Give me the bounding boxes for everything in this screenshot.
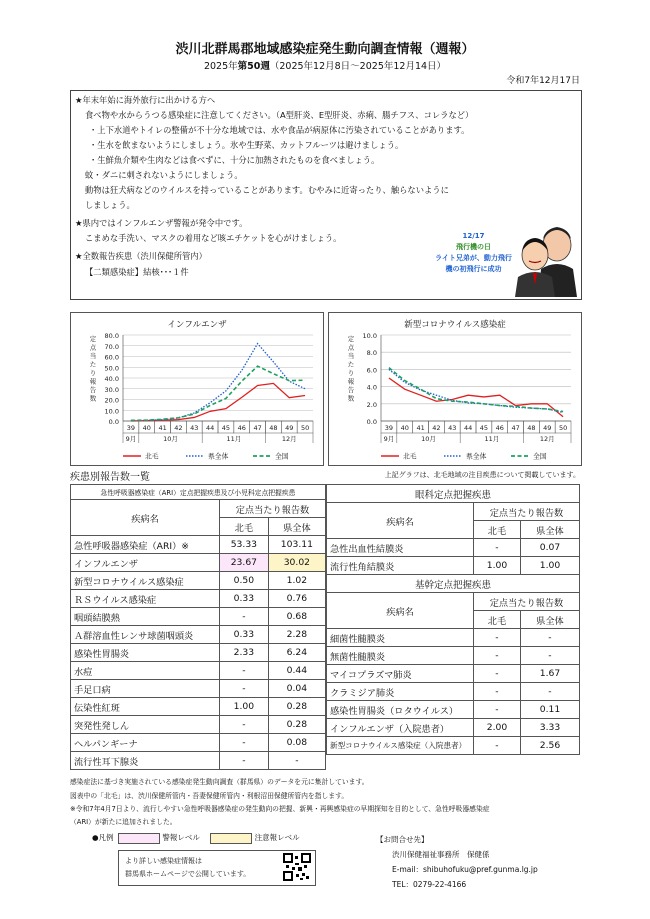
kitamo-value: 23.67 bbox=[220, 554, 269, 572]
table-row bbox=[71, 662, 326, 680]
qr-code-icon[interactable] bbox=[283, 853, 311, 881]
y-axis-label: 報 bbox=[89, 377, 97, 386]
series-line bbox=[389, 368, 563, 412]
kitamo-value: - bbox=[474, 701, 521, 719]
y-axis-label: 数 bbox=[347, 394, 355, 403]
more-info-line: より詳しい感染症情報は bbox=[125, 857, 202, 865]
eye-table bbox=[326, 484, 580, 755]
kitamo-header: 北毛 bbox=[220, 518, 269, 536]
legend-label: 県全体 bbox=[208, 452, 229, 461]
ken-value: 2.28 bbox=[268, 626, 325, 644]
contact-title: 【お問合せ先】 bbox=[376, 835, 429, 844]
y-tick-label: 80.0 bbox=[104, 332, 119, 340]
footer-line: 図表中の「北毛」は、渋川保健所管内・吾妻保健所管内・利根沼田保健所管内を指します。 bbox=[70, 792, 349, 800]
kitamo-header: 北毛 bbox=[474, 521, 521, 539]
table-row bbox=[71, 572, 326, 590]
disease-name: 無菌性髄膜炎 bbox=[327, 647, 474, 665]
notice-line: こまめな手洗い、マスクの着用など咳エチケットを心がけましょう。 bbox=[85, 233, 342, 243]
notice-line: ★年末年始に海外旅行に出かける方へ bbox=[75, 95, 216, 105]
disease-name: 伝染性紅斑 bbox=[71, 698, 220, 716]
x-tick-label: 40 bbox=[400, 424, 409, 432]
legend-label: 北毛 bbox=[145, 452, 159, 461]
ken-value: 0.07 bbox=[520, 539, 579, 557]
table-row bbox=[71, 644, 326, 662]
table-row bbox=[327, 629, 580, 647]
x-tick-label: 50 bbox=[558, 424, 568, 432]
table-section-title: 疾患別報告数一覧 bbox=[70, 472, 150, 483]
disease-name: 手足口病 bbox=[71, 680, 220, 698]
kitamo-value: 53.33 bbox=[220, 536, 269, 554]
ken-value: - bbox=[520, 683, 579, 701]
more-info-box bbox=[118, 850, 316, 886]
y-axis-label: 定 bbox=[89, 335, 97, 343]
month-label: 11月 bbox=[226, 435, 242, 443]
ken-header: 県全体 bbox=[520, 611, 579, 629]
kitamo-value: - bbox=[474, 539, 521, 557]
day-desc: ライト兄弟が、動力飛行 bbox=[435, 254, 512, 262]
x-tick-label: 41 bbox=[416, 424, 425, 432]
y-axis-label: 点 bbox=[89, 343, 97, 352]
ken-value: 0.28 bbox=[268, 716, 325, 734]
y-axis-label: り bbox=[89, 369, 97, 377]
ken-value: 2.56 bbox=[520, 737, 579, 755]
contact-email: E-mail：shibuhofuku@pref.gunma.lg.jp bbox=[392, 865, 538, 874]
legend-label: 県全体 bbox=[466, 452, 487, 461]
x-tick-label: 48 bbox=[269, 424, 278, 432]
ken-value: 3.33 bbox=[520, 719, 579, 737]
table-row bbox=[71, 752, 326, 770]
table-caption: 眼科定点把握疾患 bbox=[327, 485, 580, 503]
y-axis-label: 報 bbox=[347, 377, 355, 386]
x-tick-label: 43 bbox=[190, 424, 199, 432]
table-row bbox=[71, 680, 326, 698]
x-tick-label: 44 bbox=[463, 424, 473, 432]
y-tick-label: 60.0 bbox=[104, 353, 119, 362]
x-tick-label: 40 bbox=[142, 424, 151, 432]
notice-line: 【二類感染症】結核･･･１件 bbox=[85, 267, 189, 277]
y-axis-label: 告 bbox=[347, 386, 355, 394]
week-prefix: 2025年 bbox=[203, 61, 238, 72]
notice-line: 食べ物や水からうつる感染症に注意してください。（A型肝炎、E型肝炎、赤痢、腸チフス、コレラなど） bbox=[85, 110, 474, 120]
brothers-illustration-icon bbox=[511, 211, 579, 297]
ken-value: 30.02 bbox=[268, 554, 325, 572]
table-row bbox=[71, 590, 326, 608]
y-axis-label: り bbox=[347, 369, 355, 377]
disease-name: 急性出血性結膜炎 bbox=[327, 539, 474, 557]
disease-name: 水痘 bbox=[71, 662, 220, 680]
x-tick-label: 44 bbox=[205, 424, 215, 432]
disease-header: 疾病名 bbox=[327, 503, 474, 539]
disease-name: 咽頭結膜熱 bbox=[71, 608, 220, 626]
y-axis-label: 当 bbox=[347, 352, 355, 360]
x-tick-label: 42 bbox=[174, 424, 183, 432]
disease-name: マイコプラズマ肺炎 bbox=[327, 665, 474, 683]
table-row bbox=[327, 701, 580, 719]
y-tick-label: 0.0 bbox=[366, 418, 377, 426]
kitamo-value: - bbox=[220, 716, 269, 734]
chart-title: 新型コロナウイルス感染症 bbox=[404, 320, 506, 330]
day-name: 飛行機の日 bbox=[456, 243, 491, 251]
disease-header: 疾病名 bbox=[71, 500, 220, 536]
x-tick-label: 49 bbox=[285, 424, 294, 432]
month-label: 9月 bbox=[125, 435, 137, 443]
disease-name: クラミジア肺炎 bbox=[327, 683, 474, 701]
kitamo-value: - bbox=[220, 662, 269, 680]
month-label: 11月 bbox=[484, 435, 500, 443]
table-row bbox=[71, 536, 326, 554]
warn-swatch bbox=[118, 833, 160, 844]
ken-value: - bbox=[520, 647, 579, 665]
table-row bbox=[71, 698, 326, 716]
x-tick-label: 43 bbox=[448, 424, 457, 432]
y-tick-label: 4.0 bbox=[366, 383, 377, 392]
table-row bbox=[71, 716, 326, 734]
y-tick-label: 10.0 bbox=[362, 332, 377, 340]
legend-label: ●凡例 bbox=[92, 833, 114, 842]
per-header: 定点当たり報告数 bbox=[474, 593, 580, 611]
month-label: 10月 bbox=[163, 435, 178, 443]
disease-name: ヘルパンギーナ bbox=[71, 734, 220, 752]
x-tick-label: 46 bbox=[237, 424, 246, 432]
x-tick-label: 50 bbox=[300, 424, 310, 432]
y-axis-label: 数 bbox=[89, 394, 97, 403]
disease-name: ＲＳウイルス感染症 bbox=[71, 590, 220, 608]
disease-header: 疾病名 bbox=[327, 593, 474, 629]
notice-line: 動物は狂犬病などのウイルスを持っていることがあります。むやみに近寄ったり、触らないように bbox=[85, 185, 449, 195]
kitamo-value: - bbox=[220, 680, 269, 698]
y-tick-label: 6.0 bbox=[366, 366, 377, 375]
table-row bbox=[71, 608, 326, 626]
color-legend bbox=[92, 832, 300, 844]
table-row bbox=[327, 719, 580, 737]
ken-value: 0.04 bbox=[268, 680, 325, 698]
x-tick-label: 41 bbox=[158, 424, 167, 432]
day-date: 12/17 bbox=[462, 232, 485, 240]
y-tick-label: 50.0 bbox=[104, 364, 119, 373]
y-axis-label: 点 bbox=[347, 343, 355, 352]
x-tick-label: 42 bbox=[432, 424, 441, 432]
day-panel bbox=[426, 231, 521, 275]
notice-box bbox=[70, 90, 582, 300]
disease-name: インフルエンザ（入院患者） bbox=[327, 719, 474, 737]
covid-chart bbox=[328, 312, 582, 466]
contact-info bbox=[376, 832, 538, 892]
kitamo-value: - bbox=[220, 752, 269, 770]
chart-title: インフルエンザ bbox=[167, 320, 227, 330]
kitamo-value: 0.33 bbox=[220, 626, 269, 644]
ken-header: 県全体 bbox=[520, 521, 579, 539]
notice-line: ・上下水道やトイレの整備が不十分な地域では、水や食品が病原体に汚染されていることがあります。 bbox=[89, 125, 470, 135]
covid-chart-svg bbox=[329, 313, 581, 465]
kitamo-value: - bbox=[474, 683, 521, 701]
report-week bbox=[0, 58, 650, 72]
y-axis-label: た bbox=[347, 360, 355, 369]
ken-value: 0.68 bbox=[268, 608, 325, 626]
kitamo-value: 2.33 bbox=[220, 644, 269, 662]
ken-header: 県全体 bbox=[268, 518, 325, 536]
att-label: 注意報レベル bbox=[254, 833, 300, 842]
disease-name: 新型コロナウイルス感染症（入院患者） bbox=[327, 737, 474, 755]
notice-line: ・生水を飲まないようにしましょう。氷や生野菜、カットフルーツは避けましょう。 bbox=[89, 140, 404, 150]
week-range: （2025年12月8日～2025年12月14日） bbox=[269, 61, 447, 72]
x-tick-label: 39 bbox=[126, 424, 136, 432]
issue-date: 令和7年12月17日 bbox=[506, 76, 580, 86]
series-line bbox=[131, 344, 305, 421]
ken-value: 0.08 bbox=[268, 734, 325, 752]
disease-name: 感染性胃腸炎 bbox=[71, 644, 220, 662]
x-tick-label: 47 bbox=[253, 424, 262, 432]
table-row bbox=[327, 665, 580, 683]
ken-value: 103.11 bbox=[268, 536, 325, 554]
warn-label: 警報レベル bbox=[162, 833, 200, 842]
more-info-line: 群馬県ホームページで公開しています。 bbox=[125, 870, 251, 878]
x-tick-label: 39 bbox=[384, 424, 394, 432]
y-axis-label: 当 bbox=[89, 352, 97, 360]
table-row bbox=[71, 554, 326, 572]
y-tick-label: 10.0 bbox=[104, 407, 119, 416]
disease-name: 新型コロナウイルス感染症 bbox=[71, 572, 220, 590]
y-tick-label: 8.0 bbox=[366, 349, 377, 358]
influenza-chart-svg bbox=[71, 313, 323, 465]
ken-value: - bbox=[268, 752, 325, 770]
ken-value: - bbox=[520, 629, 579, 647]
footer-line: ※令和7年4月7日より、流行しやすい急性呼吸器感染症の発生動向の把握、新興・再興感染症の早期探知を目的として、急性呼吸器感染症 bbox=[70, 805, 490, 813]
ken-value: 0.28 bbox=[268, 698, 325, 716]
ken-value: 1.67 bbox=[520, 665, 579, 683]
kitamo-value: 1.00 bbox=[220, 698, 269, 716]
kitamo-value: 2.00 bbox=[474, 719, 521, 737]
y-tick-label: 0.0 bbox=[108, 418, 119, 426]
month-label: 12月 bbox=[539, 435, 555, 443]
table-row bbox=[71, 734, 326, 752]
disease-name: 急性呼吸器感染症（ARI）※ bbox=[71, 536, 220, 554]
kitamo-value: 0.33 bbox=[220, 590, 269, 608]
week-number: 第50週 bbox=[237, 61, 270, 72]
table-row bbox=[327, 557, 580, 575]
legend-label: 北毛 bbox=[403, 452, 417, 461]
day-desc: 機の初飛行に成功 bbox=[445, 265, 502, 273]
disease-name: 細菌性髄膜炎 bbox=[327, 629, 474, 647]
table-row bbox=[327, 737, 580, 755]
series-line bbox=[389, 378, 563, 417]
x-tick-label: 47 bbox=[511, 424, 520, 432]
ken-value: 0.44 bbox=[268, 662, 325, 680]
kitamo-header: 北毛 bbox=[474, 611, 521, 629]
y-tick-label: 2.0 bbox=[366, 400, 377, 409]
month-label: 10月 bbox=[421, 435, 436, 443]
disease-name: 流行性角結膜炎 bbox=[327, 557, 474, 575]
table-row bbox=[71, 626, 326, 644]
disease-name: Ａ群溶血性レンサ球菌咽頭炎 bbox=[71, 626, 220, 644]
kitamo-value: - bbox=[474, 629, 521, 647]
kitamo-value: 0.50 bbox=[220, 572, 269, 590]
y-tick-label: 20.0 bbox=[104, 396, 119, 405]
kitamo-value: - bbox=[220, 608, 269, 626]
kitamo-value: 1.00 bbox=[474, 557, 521, 575]
disease-name: 流行性耳下腺炎 bbox=[71, 752, 220, 770]
per-header: 定点当たり報告数 bbox=[220, 500, 326, 518]
contact-tel: TEL：0279-22-4166 bbox=[392, 880, 467, 889]
y-tick-label: 30.0 bbox=[104, 385, 119, 394]
ken-value: 6.24 bbox=[268, 644, 325, 662]
x-tick-label: 45 bbox=[221, 424, 231, 432]
y-axis-label: 告 bbox=[89, 386, 97, 394]
kitamo-value: - bbox=[220, 734, 269, 752]
y-axis-label: た bbox=[89, 360, 97, 369]
ken-value: 0.11 bbox=[520, 701, 579, 719]
disease-name: 感染性胃腸炎（ロタウイルス） bbox=[327, 701, 474, 719]
notice-line: ★全数報告疾患（渋川保健所管内） bbox=[75, 251, 207, 261]
contact-org: 渋川保健福祉事務所 保健係 bbox=[392, 850, 490, 859]
disease-name: 突発性発しん bbox=[71, 716, 220, 734]
footer-line: 感染症法に基づき実施されている感染症発生動向調査（群馬県）のデータを元に集計しています。 bbox=[70, 778, 369, 786]
series-line bbox=[131, 366, 305, 420]
table-caption: 基幹定点把握疾患 bbox=[327, 575, 580, 593]
notice-line: 蚊・ダニに刺されないようにしましょう。 bbox=[85, 170, 243, 180]
table-caption: 急性呼吸器感染症（ARI）定点把握疾患及び小児科定点把握疾患 bbox=[71, 485, 326, 500]
series-line bbox=[389, 369, 563, 412]
ken-value: 1.00 bbox=[520, 557, 579, 575]
x-tick-label: 45 bbox=[479, 424, 489, 432]
table-row bbox=[327, 647, 580, 665]
x-tick-label: 49 bbox=[543, 424, 552, 432]
kitamo-value: - bbox=[474, 665, 521, 683]
per-header: 定点当たり報告数 bbox=[474, 503, 580, 521]
notice-line: ★県内ではインフルエンザ警報が発令中です。 bbox=[75, 218, 248, 228]
page-title: 渋川北群馬郡地域感染症発生動向調査情報（週報） bbox=[175, 42, 475, 57]
notice-line: ・生鮮魚介類や生肉などは食べずに、十分に加熱されたものを食べましょう。 bbox=[89, 155, 380, 165]
footer-line: （ARI）が新たに追加されました。 bbox=[70, 818, 177, 826]
y-axis-label: 定 bbox=[347, 335, 355, 343]
month-label: 9月 bbox=[383, 435, 395, 443]
x-tick-label: 48 bbox=[527, 424, 536, 432]
kitamo-value: - bbox=[474, 737, 521, 755]
disease-name: インフルエンザ bbox=[71, 554, 220, 572]
legend-label: 全国 bbox=[533, 452, 547, 461]
table-row bbox=[327, 683, 580, 701]
ken-value: 1.02 bbox=[268, 572, 325, 590]
ken-value: 0.76 bbox=[268, 590, 325, 608]
table-row bbox=[327, 539, 580, 557]
influenza-chart bbox=[70, 312, 324, 466]
x-tick-label: 46 bbox=[495, 424, 504, 432]
month-label: 12月 bbox=[281, 435, 297, 443]
notice-line: しましょう。 bbox=[85, 200, 135, 210]
ari-table bbox=[70, 484, 326, 770]
chart-note: 上記グラフは、北毛地域の注目疾患について掲載しています。 bbox=[384, 471, 580, 479]
att-swatch bbox=[210, 833, 252, 844]
kitamo-value: - bbox=[474, 647, 521, 665]
legend-label: 全国 bbox=[275, 452, 289, 461]
y-tick-label: 40.0 bbox=[104, 375, 119, 383]
y-tick-label: 70.0 bbox=[104, 342, 119, 351]
